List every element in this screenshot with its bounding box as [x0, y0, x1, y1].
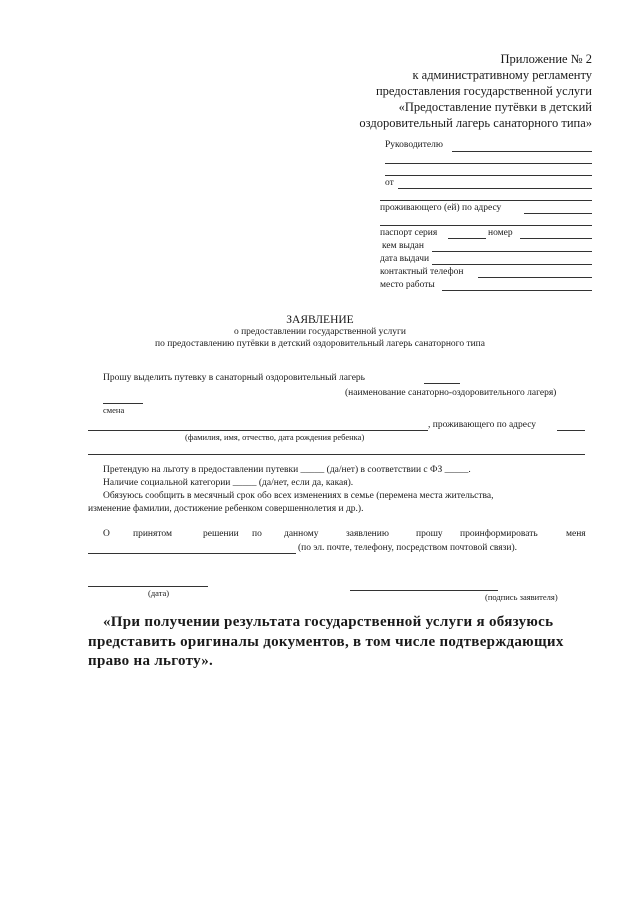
signature-hint: (подпись заявителя) — [485, 592, 558, 602]
inform-word: по — [252, 529, 262, 539]
notice-line-2: представить оригиналы документов, в том числе подтверждающих — [88, 634, 564, 650]
phone-field[interactable] — [478, 277, 592, 278]
inform-word: проинформировать — [460, 529, 538, 539]
shift-field[interactable] — [103, 403, 143, 404]
head-field-2[interactable] — [385, 163, 592, 164]
document-subtitle-1: о предоставлении государственной услуги — [233, 327, 407, 337]
request-text: Прошу выделить путевку в санаторный оздоровительный лагерь — [103, 373, 365, 383]
residing-label: проживающего (ей) по адресу — [380, 203, 502, 213]
inform-word: меня — [566, 529, 586, 539]
child-info-hint: (фамилия, имя, отчество, дата рождения ребенка) — [185, 432, 365, 442]
phone-label: контактный телефон — [380, 267, 464, 277]
address-field[interactable] — [524, 213, 592, 214]
appendix-service-name-1: «Предоставление путёвки в детский — [398, 100, 592, 114]
passport-series-label: паспорт серия — [380, 228, 438, 238]
appendix-number: Приложение № 2 — [500, 52, 592, 66]
residing-suffix: , проживающего по адресу — [428, 420, 537, 430]
obligation-line-2: изменение фамилии, достижение ребенком совершеннолетия и др.). — [88, 504, 364, 514]
head-field[interactable] — [452, 151, 592, 152]
camp-name-hint: (наименование санаторно-оздоровительного лагеря) — [345, 388, 557, 398]
head-field-3[interactable] — [385, 175, 592, 176]
from-label: от — [385, 178, 394, 188]
social-category-line: Наличие социальной категории _____ (да/нет, если да, какая). — [103, 478, 354, 488]
head-label: Руководителю — [385, 140, 443, 150]
work-label: место работы — [380, 280, 435, 290]
child-address-field[interactable] — [557, 430, 585, 431]
date-hint: (дата) — [148, 588, 170, 598]
obligation-line-1: Обязуюсь сообщить в месячный срок обо всех изменениях в семье (перемена места жительства, — [103, 491, 494, 501]
passport-number-label: номер — [488, 228, 513, 238]
from-field[interactable] — [398, 188, 592, 189]
inform-word: заявлению — [346, 529, 389, 539]
document-subtitle-2: по предоставлению путёвки в детский оздоровительный лагерь санаторного типа — [155, 339, 485, 349]
inform-word: принятом — [133, 529, 172, 539]
appendix-ref: к административному регламенту — [412, 68, 592, 82]
address-field-2[interactable] — [380, 225, 592, 226]
appendix-service-name-2: оздоровительный лагерь санаторного типа» — [359, 116, 592, 130]
issued-by-label: кем выдан — [382, 241, 424, 251]
issue-date-field[interactable] — [432, 264, 592, 265]
shift-label: смена — [103, 405, 125, 415]
child-address-field-2[interactable] — [88, 454, 585, 455]
inform-word: прошу — [416, 529, 443, 539]
notice-line-1: «При получении результата государственной услуги я обязуюсь — [103, 614, 554, 630]
from-field-2[interactable] — [380, 200, 592, 201]
inform-word: О — [103, 529, 110, 539]
date-field[interactable] — [88, 586, 208, 587]
notice-line-3: право на льготу». — [88, 653, 214, 669]
camp-name-field[interactable] — [424, 383, 460, 384]
passport-number-field[interactable] — [520, 238, 592, 239]
work-field[interactable] — [442, 290, 592, 291]
benefit-line: Претендую на льготу в предоставлении путевки _____ (да/нет) в соответствии с ФЗ _____. — [103, 465, 471, 475]
issued-by-field[interactable] — [432, 251, 592, 252]
passport-series-field[interactable] — [448, 238, 486, 239]
document-title: ЗАЯВЛЕНИЕ — [286, 314, 354, 326]
inform-word: данному — [284, 529, 319, 539]
inform-word: решении — [203, 529, 239, 539]
appendix-service: предоставления государственной услуги — [375, 84, 592, 98]
issue-date-label: дата выдачи — [380, 254, 430, 264]
child-info-field[interactable] — [88, 430, 428, 431]
inform-method-field[interactable] — [88, 553, 296, 554]
signature-field[interactable] — [350, 590, 498, 591]
inform-method-hint: (по эл. почте, телефону, посредством почтовой связи). — [298, 543, 518, 553]
